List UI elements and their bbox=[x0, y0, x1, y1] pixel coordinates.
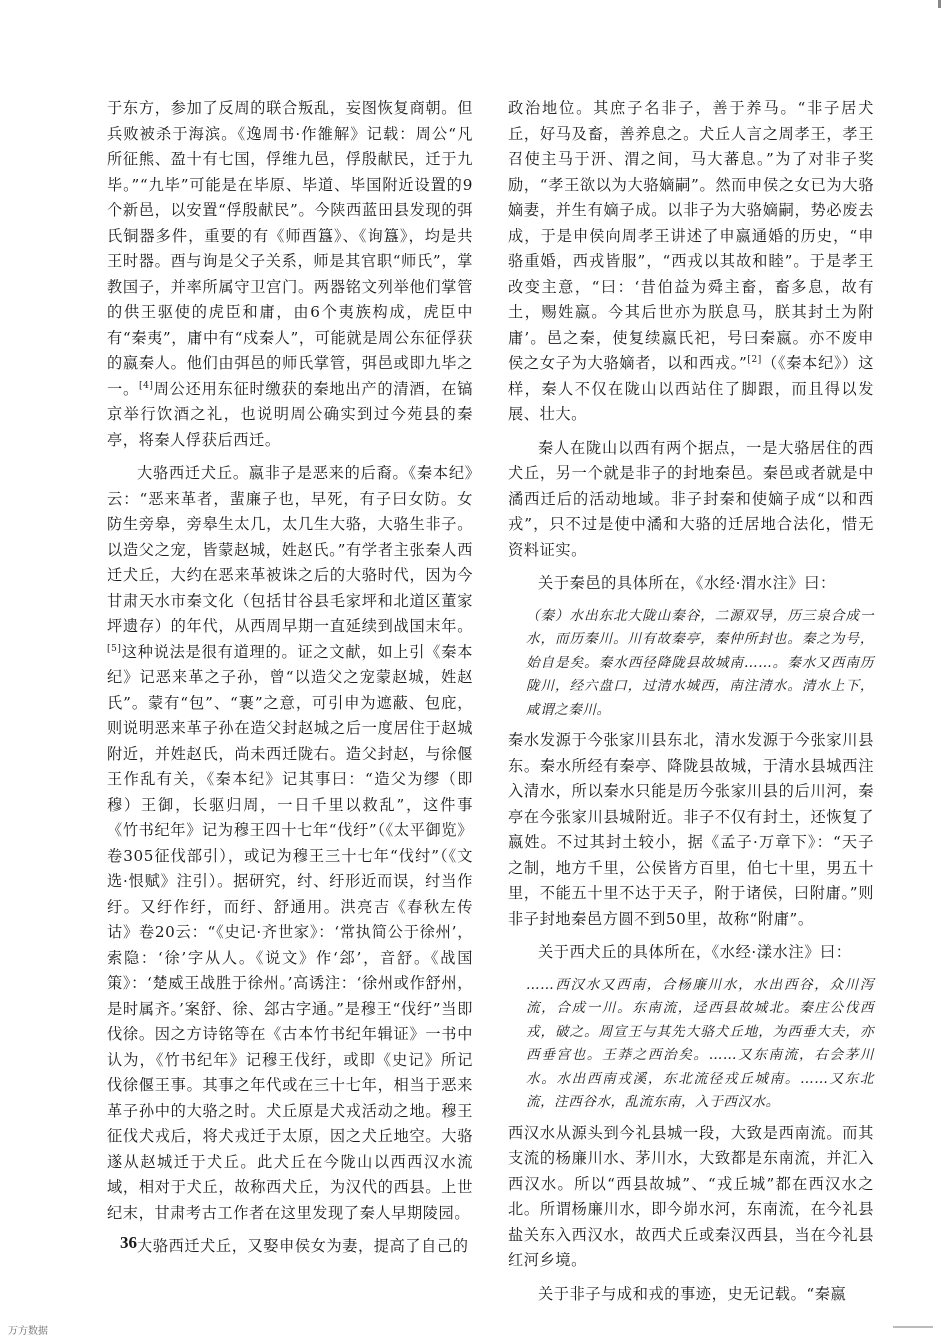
paragraph: 大骆西迁犬丘，又娶申侯女为妻，提高了自己的 bbox=[137, 1237, 469, 1255]
block-quote: （秦）水出东北大陇山秦谷，二源双导，历三泉合成一水，而历秦川。川有故秦亭，秦仲所封也。秦之为号，始自是矣。秦水西径降陇县故城南……。秦水又西南历陇川，经六盘口，过清水城西，南注清水。清水上下，咸谓之秦川。 bbox=[526, 607, 874, 718]
scan-edge-mark bbox=[938, 0, 941, 8]
paragraph: 大骆西迁犬丘。嬴非子是恶来的后裔。《秦本纪》云：“恶来革者，蜚廉子也，早死，有子曰女防。女防生旁皋，旁皋生太几，太几生大骆，大骆生非子。以造父之宠，皆蒙赵城，姓赵氏。”有学者主张秦人西迁犬丘，大约在恶来革被诛之后的大骆时代，因为今甘肃天水市秦文化（包括甘谷县毛家坪和北道区董家坪遗存）的年代，从西周早期一直延续到战国末年。[5]这种说法是很有道理的。证之文献，如上引《秦本纪》记恶来革之子孙，曾“以造父之宠蒙赵城，姓赵氏”。蒙有“包”、“裹”之意，可引申为遮蔽、包庇，则说明恶来革子孙在造父封赵城之后一度居住于赵城附近，并姓赵氏，尚未西迁陇右。造父封赵，与徐偃王作乱有关，《秦本纪》记其事曰：“造父为缪（即穆）王御，长驱归周，一日千里以救乱”，这件事《竹书纪年》记为穆王四十七年“伐纡”（《太平御览》卷305征伐部引），或记为穆王三十七年“伐纣”（《文选·恨赋》注引）。据研究，纣、纡形近而误，纣当作纡。又纡作纡，而纡、舒通用。洪亮吉《春秋左传诂》卷20云：“《史记·齐世家》：‘常执简公于徐州’，索隐：‘徐’字从人。《说文》作‘郐’，音舒。《战国策》：‘楚威王战胜于徐州。’高诱注：‘徐州或作舒州，是时属齐。’案舒、徐、郐古字通。”是穆王“伐纡”当即伐徐。因之方诗铭等在《古本竹书纪年辑证》一书中认为，《竹书纪年》记穆王伐纡，或即《史记》所记伐徐偃王事。其事之年代或在三十七年，相当于恶来革子孙中的大骆之时。犬丘原是犬戎活动之地。穆王征伐犬戎后，将犬戎迁于太原，因之犬丘地空。大骆遂从赵城迁于犬丘。此犬丘在今陇山以西西汉水流域，相对于犬丘，故称西犬丘，为汉代的西县。上世纪末，甘肃考古工作者在这里发现了秦人早期陵园。 bbox=[107, 464, 473, 1222]
citation-ref: [2] bbox=[747, 354, 762, 365]
paragraph: 于东方，参加了反周的联合叛乱，妄图恢复商朝。但兵败被杀于海滨。《逸周书·作雒解》记载：周公“凡所征熊、盈十有七国，俘维九邑，俘殷献民，迁于九毕。”“九毕”可能是在毕原、毕道、毕国附近设置的9个新邑，以安置“俘殷献民”。今陕西蓝田县发现的弭氏铜器多件，重要的有《师酉簋》、《询簋》，均是共王时器。酉与询是父子关系，师是其官职“师氏”，掌教国子，并率所属守卫宫门。两器铭文列举他们掌管的供王驱使的虎臣和庸，由6个夷族构成，虎臣中有“秦夷”，庸中有“戍秦人”，可能就是周公东征俘获的嬴秦人。他们由弭邑的师氏掌管，弭邑或即九毕之一。[4]周公还用东征时缴获的秦地出产的清酒，在镐京举行饮酒之礼，也说明周公确实到过今苑县的秦亭，将秦人俘获后西迁。 bbox=[107, 99, 474, 449]
paragraph: 秦水发源于今张家川县东北，清水发源于今张家川县东。秦水所经有秦亭、降陇县故城，于清水县城西注入清水，所以秦水只能是历今张家川县的后川河，秦亭在今张家川县城附近。非子不仅有封土，还恢复了嬴姓。不过其封土较小，据《孟子·万章下》：“天子之制，地方千里，公侯皆方百里，伯七十里，男五十里，不能五十里不达于天子，附于诸侯，曰附庸。”则非子封地秦邑方圆不到50里，故称“附庸”。 bbox=[508, 731, 874, 928]
citation-ref: [4] bbox=[138, 380, 154, 391]
paragraph: 政治地位。其庶子名非子，善于养马。“非子居犬丘，好马及畜，善养息之。犬丘人言之周孝王，孝王召使主马于汧、渭之间，马大蕃息。”为了对非子奖励，“孝王欲以为大骆嫡嗣”。然而申侯之女已为大骆嫡妻，并生有嫡子成。以非子为大骆嫡嗣，势必废去成，于是申侯向周孝王讲述了申嬴通婚的历史，“申骆重婚，西戎皆服”，“西戎以其故和睦”。于是孝王改变主意，“曰：‘昔伯益为舜主畜，畜多息，故有土，赐姓嬴。今其后世亦为朕息马，朕其封土为附庸’。邑之秦，使复续嬴氏祀，号曰秦嬴。亦不废申侯之女子为大骆嫡者，以和西戎。”[2]（《秦本纪》）这样，秦人不仅在陇山以西站住了脚跟，而且得以发展、壮大。 bbox=[508, 99, 874, 423]
right-column bbox=[508, 96, 874, 1315]
paragraph: 西汉水从源头到今礼县城一段，大致是西南流。而其支流的杨廉川水、茅川水，大致都是东南流，并汇入西汉水。所以“西县故城”、“戎丘城”都在西汉水之北。所谓杨廉川水，即今峁水河，东南流，在今礼县盐关东入西汉水，故西犬丘或秦汉西县，当在今礼县红河乡境。 bbox=[508, 1123, 874, 1269]
paragraph: 关于秦邑的具体所在，《水经·渭水注》曰： bbox=[538, 574, 836, 592]
footer-watermark: 万方数据 bbox=[8, 1326, 48, 1337]
left-column bbox=[107, 96, 473, 1268]
citation-ref: [5] bbox=[107, 643, 122, 654]
block-quote: ……西汉水又西南，合杨廉川水，水出西谷，众川泻流，合成一川。东南流，迳西县故城北。秦庄公伐西戎，破之。周宣王与其先大骆犬丘地，为西垂大夫，亦西垂宫也。王莽之西治矣。……又东南流，右会茅川水。水出西南戎溪，东北流径戎丘城南。……又东北流，注西谷水，乱流东南，入于西汉水。 bbox=[526, 976, 874, 1110]
page-number: 36 bbox=[120, 1233, 137, 1252]
paragraph: 关于非子与成和戎的事迹，史无记载。“秦嬴 bbox=[538, 1284, 847, 1303]
scan-edge-mark bbox=[893, 1326, 933, 1328]
paragraph: 关于西犬丘的具体所在，《水经·漾水注》曰： bbox=[538, 943, 852, 961]
paragraph: 秦人在陇山以西有两个据点，一是大骆居住的西犬丘，另一个就是非子的封地秦邑。秦邑或者就是中潏西迁后的活动地域。非子封秦和使嫡子成“以和西戎”，只不过是使中潏和大骆的迁居地合法化，惜无资料证实。 bbox=[508, 438, 874, 559]
